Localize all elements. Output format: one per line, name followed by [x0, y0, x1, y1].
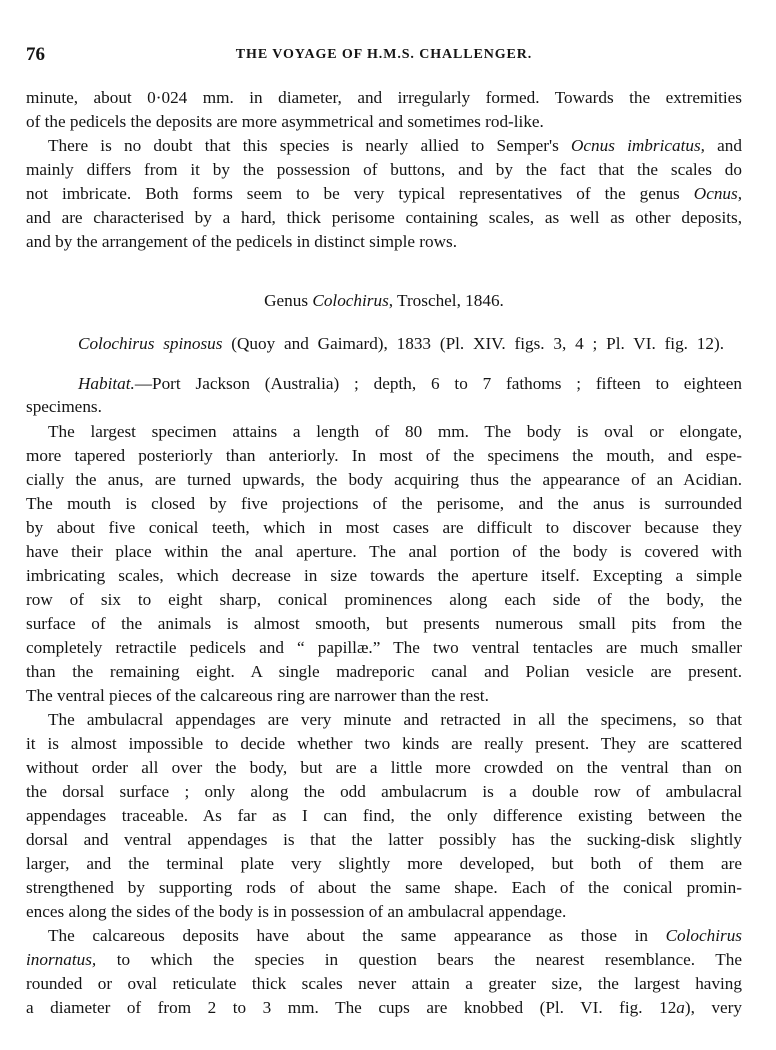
- paragraph-3-line-1: The largest specimen attains a length of 80 mm. The body is oval or elongate,: [48, 422, 742, 441]
- taxon-name: Ocnus imbricatus,: [570, 136, 705, 155]
- paragraph-4-line-5: appendages traceable. As far as I can find, the only difference existing between the: [26, 806, 742, 825]
- paragraph-3-line-6: have their place within the anal aperture. The anal portion of the body is covered with: [26, 542, 742, 561]
- paragraph-3-line-11: than the remaining eight. A single madreporic canal and Polian vesicle are present.: [26, 662, 742, 681]
- paragraph-3-line-9: surface of the animals is almost smooth, but presents numerous small pits from the: [26, 614, 742, 633]
- habitat-line-1: Habitat.—Port Jackson (Australia) ; depth, 6 to 7 fathoms ; fifteen to eighteen: [78, 374, 742, 393]
- paragraph-5-line-4: a diameter of from 2 to 3 mm. The cups are knobbed (Pl. VI. fig. 12a), very: [26, 998, 742, 1017]
- figure-letter: a: [676, 998, 685, 1017]
- genus-name: Colochirus: [312, 291, 389, 310]
- paragraph-5-line-1: The calcareous deposits have about the same appearance as those in Colochirus: [48, 926, 742, 945]
- habitat-label: Habitat.: [78, 374, 135, 393]
- page-header: [26, 44, 742, 68]
- paragraph-2-line-5: and by the arrangement of the pedicels in distinct simple rows.: [26, 232, 458, 251]
- taxon-name: Colochirus: [665, 926, 742, 945]
- paragraph-4-line-1: The ambulacral appendages are very minute and retracted in all the specimens, so that: [48, 710, 742, 729]
- paragraph-1-line-2: of the pedicels the deposits are more asymmetrical and sometimes rod-like.: [26, 112, 544, 131]
- paragraph-3-line-12: The ventral pieces of the calcareous ring are narrower than the rest.: [26, 686, 489, 705]
- paragraph-3-line-2: more tapered posteriorly than anteriorly. In most of the specimens the mouth, and espe-: [26, 446, 742, 465]
- paragraph-4-line-7: larger, and the terminal plate very slightly more developed, but both of them are: [26, 854, 742, 873]
- paragraph-4-line-3: without order all over the body, but are a little more crowded on the ventral than on: [26, 758, 742, 777]
- page-number: 76: [26, 44, 45, 65]
- running-title: THE VOYAGE OF H.M.S. CHALLENGER.: [235, 47, 533, 62]
- paragraph-2-line-1: There is no doubt that this species is nearly allied to Semper's Ocnus imbricatus, and: [48, 136, 742, 155]
- paragraph-1-line-1: minute, about 0·024 mm. in diameter, and irregularly formed. Towards the extremities: [26, 88, 742, 107]
- species-name: Colochirus spinosus: [78, 334, 223, 353]
- paragraph-4-line-9: ences along the sides of the body is in possession of an ambulacral appendage.: [26, 902, 567, 921]
- paragraph-4-line-4: the dorsal surface ; only along the odd ambulacrum is a double row of ambulacral: [26, 782, 742, 801]
- paragraph-5-line-2: inornatus, to which the species in question bears the nearest resemblance. The: [26, 950, 742, 969]
- paragraph-3-line-5: by about five conical teeth, which in most cases are difficult to discover because they: [26, 518, 742, 537]
- paragraph-2-line-4: and are characterised by a hard, thick perisome containing scales, as well as other deposits,: [26, 208, 742, 227]
- taxon-name: inornatus,: [26, 950, 97, 969]
- species-heading: Colochirus spinosus (Quoy and Gaimard), 1833 (Pl. XIV. figs. 3, 4 ; Pl. VI. fig. 12).: [78, 334, 724, 353]
- paragraph-4-line-2: it is almost impossible to decide whether two kinds are really present. They are scattered: [26, 734, 742, 753]
- paragraph-2-line-3: not imbricate. Both forms seem to be very typical representatives of the genus Ocnus,: [26, 184, 742, 203]
- paragraph-5-line-3: rounded or oval reticulate thick scales never attain a greater size, the largest having: [26, 974, 742, 993]
- paragraph-3-line-10: completely retractile pedicels and “ papillæ.” The two ventral tentacles are much smaller: [26, 638, 742, 657]
- taxon-name: Ocnus,: [693, 184, 742, 203]
- paragraph-4-line-8: strengthened by supporting rods of about the same shape. Each of the conical promin-: [26, 878, 742, 897]
- habitat-line-2: specimens.: [26, 397, 102, 416]
- genus-heading: Genus Colochirus, Troschel, 1846.: [264, 291, 504, 310]
- paragraph-2-line-2: mainly differs from it by the possession of buttons, and by the fact that the scales do: [26, 160, 742, 179]
- paragraph-3-line-4: The mouth is closed by five projections of the perisome, and the anus is surrounded: [26, 494, 742, 513]
- paragraph-4-line-6: dorsal and ventral appendages is that the latter possibly has the sucking-disk slightly: [26, 830, 742, 849]
- paragraph-3-line-3: cially the anus, are turned upwards, the body acquiring thus the appearance of an Acidian.: [26, 470, 742, 489]
- paragraph-3-line-8: row of six to eight sharp, conical prominences along each side of the body, the: [26, 590, 742, 609]
- paragraph-3-line-7: imbricating scales, which decrease in size towards the aperture itself. Excepting a simple: [26, 566, 742, 585]
